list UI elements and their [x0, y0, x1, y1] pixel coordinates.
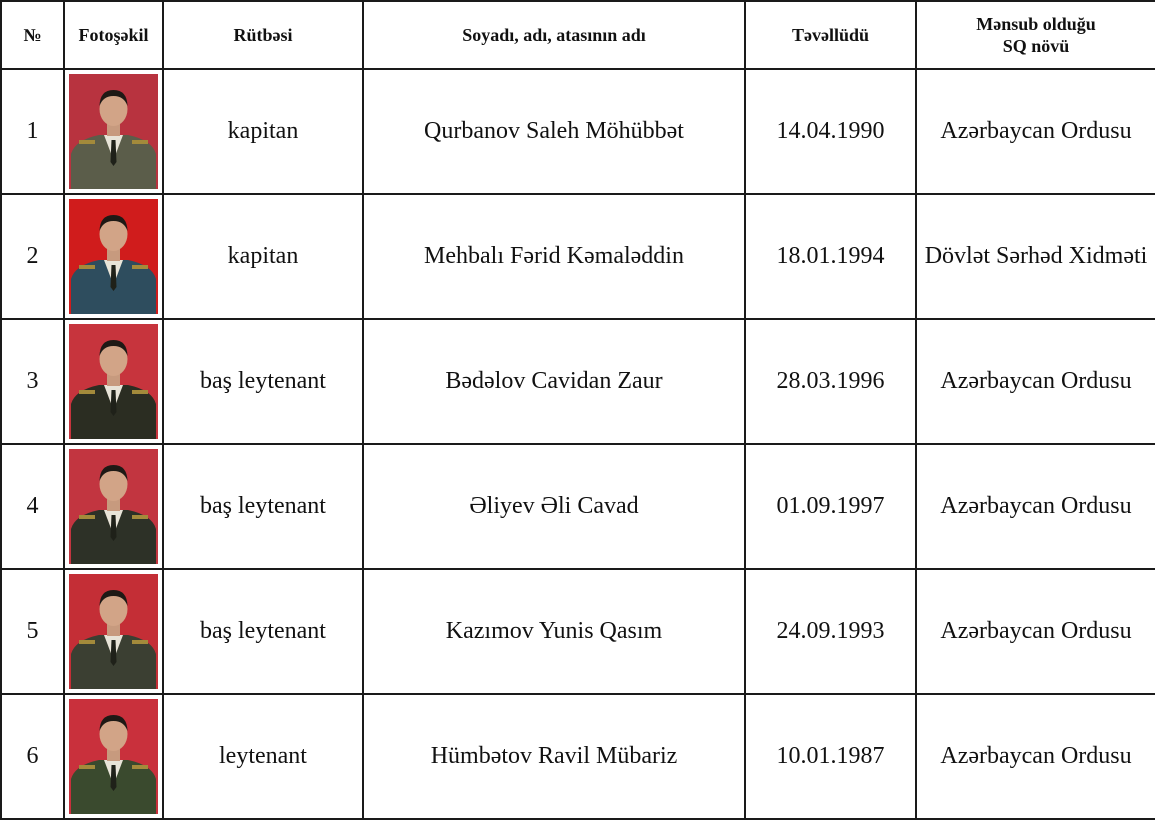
row-service: Azərbaycan Ordusu [916, 444, 1155, 569]
header-service-line2: SQ növü [1002, 36, 1070, 56]
portrait-image [69, 74, 158, 189]
header-rank: Rütbəsi [163, 1, 363, 69]
table-row [1, 194, 1155, 319]
row-name: Mehbalı Fərid Kəmaləddin [363, 194, 745, 319]
row-rank: leytenant [163, 694, 363, 819]
right-epaulette [132, 140, 148, 144]
row-birth: 01.09.1997 [745, 444, 916, 569]
header-photo: Fotoşəkil [64, 1, 163, 69]
row-birth: 24.09.1993 [745, 569, 916, 694]
portrait-photo [69, 74, 158, 189]
table-row [1, 69, 1155, 194]
row-photo-cell [64, 319, 163, 444]
row-photo-cell [64, 569, 163, 694]
header-birth: Təvəllüdü [745, 1, 916, 69]
left-epaulette [79, 515, 95, 519]
right-epaulette [132, 265, 148, 269]
portrait-photo [69, 324, 158, 439]
row-rank: baş leytenant [163, 569, 363, 694]
portrait-image [69, 199, 158, 314]
portrait-photo [69, 199, 158, 314]
header-service [916, 1, 1155, 69]
header-number: № [1, 1, 64, 69]
table-row [1, 444, 1155, 569]
row-photo-cell [64, 194, 163, 319]
left-epaulette [79, 640, 95, 644]
portrait-image [69, 324, 158, 439]
right-epaulette [132, 390, 148, 394]
left-epaulette [79, 265, 95, 269]
left-epaulette [79, 765, 95, 769]
row-number: 1 [1, 69, 64, 194]
row-service: Azərbaycan Ordusu [916, 319, 1155, 444]
portrait-image [69, 449, 158, 564]
row-name: Əliyev Əli Cavad [363, 444, 745, 569]
row-name: Bədəlov Cavidan Zaur [363, 319, 745, 444]
table-row [1, 319, 1155, 444]
row-birth: 10.01.1987 [745, 694, 916, 819]
row-name: Hümbətov Ravil Mübariz [363, 694, 745, 819]
portrait-photo [69, 699, 158, 814]
row-number: 2 [1, 194, 64, 319]
portrait-photo [69, 449, 158, 564]
necktie [111, 640, 117, 666]
right-epaulette [132, 765, 148, 769]
row-photo-cell [64, 444, 163, 569]
left-epaulette [79, 140, 95, 144]
right-epaulette [132, 640, 148, 644]
row-number: 3 [1, 319, 64, 444]
row-rank: kapitan [163, 194, 363, 319]
portrait-photo [69, 574, 158, 689]
row-rank: baş leytenant [163, 319, 363, 444]
right-epaulette [132, 515, 148, 519]
row-number: 6 [1, 694, 64, 819]
necktie [111, 390, 117, 416]
portrait-image [69, 699, 158, 814]
necktie [111, 515, 117, 541]
necktie [111, 765, 117, 791]
row-name: Qurbanov Saleh Möhübbət [363, 69, 745, 194]
row-birth: 14.04.1990 [745, 69, 916, 194]
row-photo-cell [64, 694, 163, 819]
row-name: Kazımov Yunis Qasım [363, 569, 745, 694]
row-number: 4 [1, 444, 64, 569]
row-photo-cell [64, 69, 163, 194]
row-rank: baş leytenant [163, 444, 363, 569]
row-birth: 28.03.1996 [745, 319, 916, 444]
table-row [1, 694, 1155, 819]
row-service: Dövlət Sərhəd Xidməti [916, 194, 1155, 319]
header-row [1, 1, 1155, 69]
table-row [1, 569, 1155, 694]
row-service: Azərbaycan Ordusu [916, 569, 1155, 694]
row-rank: kapitan [163, 69, 363, 194]
necktie [111, 265, 117, 291]
portrait-image [69, 574, 158, 689]
row-birth: 18.01.1994 [745, 194, 916, 319]
left-epaulette [79, 390, 95, 394]
header-service-line1: Mənsub olduğu [976, 14, 1096, 34]
row-number: 5 [1, 569, 64, 694]
row-service: Azərbaycan Ordusu [916, 69, 1155, 194]
row-service: Azərbaycan Ordusu [916, 694, 1155, 819]
header-name: Soyadı, adı, atasının adı [363, 1, 745, 69]
necktie [111, 140, 117, 166]
